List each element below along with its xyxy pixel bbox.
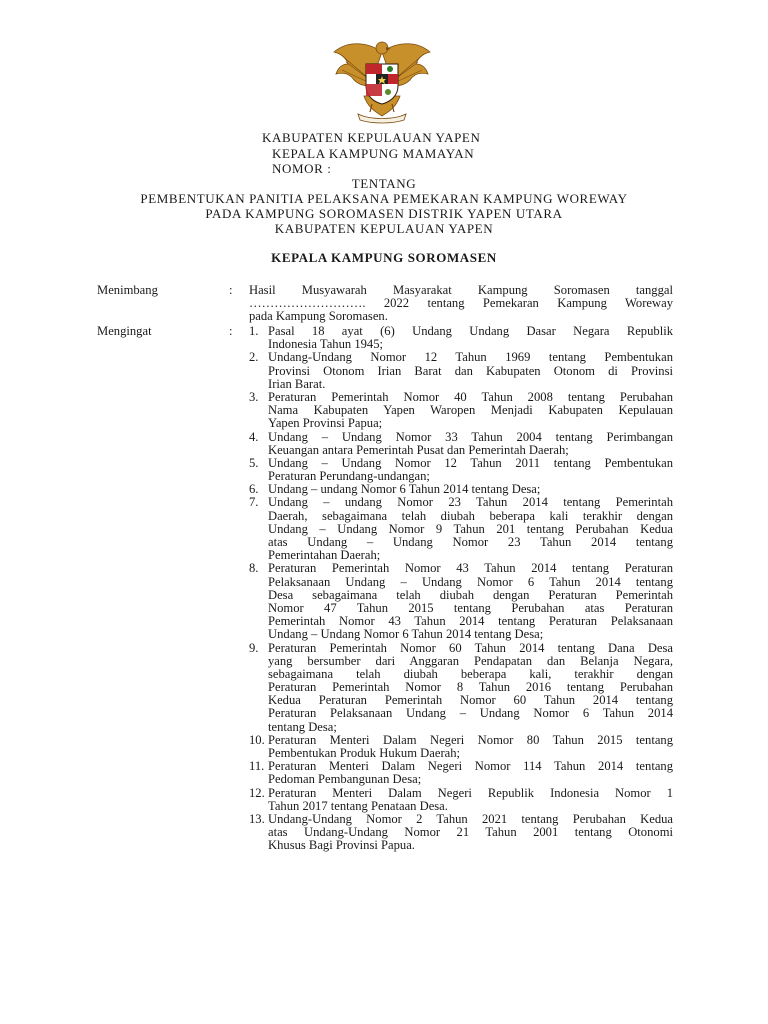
- item-text-line: Nama Kabupaten Yapen Waropen Menjadi Kabupaten Kepulauan: [268, 404, 673, 418]
- item-text: [268, 483, 673, 496]
- item-text: [268, 562, 673, 641]
- subject-line-1: PEMBENTUKAN PANITIA PELAKSANA PEMEKARAN KAMPUNG WOREWAY: [140, 191, 628, 206]
- menimbang-line: Hasil Musyawarah Masyarakat Kampung Soromasen tanggal: [249, 284, 673, 297]
- item-text-line: Undang – Undang Nomor 12 Tahun 2011 tentang Pembentukan: [268, 456, 673, 470]
- item-text-line: Peraturan Pelaksanaan Undang – Undang Nomor 6 Tahun 2014: [268, 707, 673, 721]
- item-text-line: Undang – Undang Nomor 9 Tahun 201 tentang Perubahan Kedua: [268, 522, 673, 536]
- item-text-line: Pembentukan Produk Hukum Daerah;: [268, 747, 461, 760]
- legal-basis-item: [249, 351, 673, 391]
- subject-line-2: PADA KAMPUNG SOROMASEN DISTRIK YAPEN UTARA: [205, 206, 563, 221]
- legal-basis-item: [249, 760, 673, 786]
- item-number: 7.: [249, 495, 259, 510]
- item-text-line: Desa sebagaimana telah diubah dengan Peraturan Pemerintah: [268, 588, 673, 602]
- letterhead: [0, 130, 768, 177]
- item-text-line: Undang-Undang Nomor 12 Tahun 1969 tentang Pembentukan: [268, 351, 673, 365]
- legal-basis-item: [249, 642, 673, 734]
- legal-basis-list: [249, 325, 673, 853]
- item-text-line: Irian Barat.: [268, 377, 326, 391]
- item-text-line: Pedoman Pembangunan Desa;: [268, 773, 422, 787]
- item-number: 11.: [249, 759, 265, 774]
- item-text-line: Provinsi Otonom Irian Barat dan Kabupaten Otonom di Provinsi: [268, 364, 673, 378]
- item-text-line: Undang – Undang Nomor 33 Tahun 2004 tentang Perimbangan: [268, 430, 673, 444]
- item-text-line: Undang – undang Nomor 23 Tahun 2014 tentang Pemerintah: [268, 496, 673, 510]
- item-text-line: Peraturan Menteri Dalam Negeri Nomor 114 Tahun 2014 tentang: [268, 760, 673, 774]
- item-text: [268, 734, 673, 760]
- regency-name: KABUPATEN KEPULAUAN YAPEN: [262, 130, 481, 145]
- item-text-line: atas Undang – Undang Nomor 23 Tahun 2014 tentang: [268, 536, 673, 549]
- item-number: 3.: [249, 389, 259, 404]
- legal-basis-item: [249, 431, 673, 457]
- legal-basis-item: [249, 562, 673, 641]
- item-text-line: Peraturan Pemerintah Nomor 8 Tahun 2016 tentang Perubahan: [268, 681, 673, 695]
- item-text: [268, 642, 673, 734]
- item-number: 4.: [249, 429, 259, 444]
- item-number: 9.: [249, 640, 259, 655]
- item-text-line: Peraturan Menteri Dalam Negeri Nomor 80 Tahun 2015 tentang: [268, 733, 673, 747]
- menimbang-label: Menimbang: [97, 283, 158, 297]
- item-text-line: Pelaksanaan Undang – Undang Nomor 6 Tahun 2014 tentang: [268, 575, 673, 589]
- item-text-line: Indonesia Tahun 1945;: [268, 338, 384, 352]
- legal-basis-item: [249, 457, 673, 483]
- item-text-line: Peraturan Menteri Dalam Negeri Republik Indonesia Nomor 1: [268, 786, 673, 800]
- subject-line-3: KABUPATEN KEPULAUAN YAPEN: [274, 221, 494, 236]
- item-text-line: Undang – undang Nomor 6 Tahun 2014 tentang Desa;: [268, 483, 541, 497]
- legal-basis-item: [249, 734, 673, 760]
- menimbang-colon: :: [229, 283, 233, 297]
- item-text-line: yang bersumber dari Anggaran Pendapatan dan Belanja Negara,: [268, 654, 673, 668]
- item-text-line: Kedua Peraturan Pemerintah Nomor 60 Tahun 2014 tentang: [268, 694, 673, 708]
- legal-basis-item: [249, 325, 673, 351]
- legal-basis-item: [249, 496, 673, 562]
- item-text-line: Peraturan Pemerintah Nomor 40 Tahun 2008 tentang Perubahan: [268, 390, 673, 404]
- menimbang-line: pada Kampung Soromasen.: [249, 310, 388, 324]
- item-text-line: Pemerintah Nomor 43 Tahun 2014 tentang Peraturan Pelaksanaan: [268, 615, 673, 629]
- item-number: 6.: [249, 482, 259, 497]
- menimbang-line: ………………………. 2022 tentang Pemekaran Kampung Woreway: [249, 297, 673, 311]
- garuda-pancasila-emblem: [328, 38, 436, 124]
- subject-heading: TENTANG: [351, 176, 417, 191]
- legal-basis-item: [249, 813, 673, 853]
- item-text-line: Pemerintahan Daerah;: [268, 549, 381, 563]
- menimbang-section: [97, 284, 673, 326]
- item-text-line: Peraturan Perundang-undangan;: [268, 470, 430, 484]
- item-text-line: Yapen Provinsi Papua;: [268, 417, 383, 431]
- menimbang-text: [249, 284, 673, 324]
- item-text: [268, 457, 673, 483]
- item-text: [268, 325, 673, 351]
- item-text-line: Undang-Undang Nomor 2 Tahun 2021 tentang Perubahan Kedua: [268, 812, 673, 826]
- item-text-line: sebagaimana telah diubah beberapa kali, terakhir dengan: [268, 667, 673, 681]
- item-number: 8.: [249, 561, 259, 576]
- legal-basis-item: [249, 391, 673, 431]
- item-text-line: Pasal 18 ayat (6) Undang Undang Dasar Negara Republik: [268, 325, 673, 338]
- item-text: [268, 391, 673, 431]
- legal-basis-item: [249, 787, 673, 813]
- item-text-line: Khusus Bagi Provinsi Papua.: [268, 839, 415, 853]
- item-text-line: Peraturan Pemerintah Nomor 43 Tahun 2014 tentang Peraturan: [268, 562, 673, 576]
- item-text: [268, 431, 673, 457]
- legal-basis-item: [249, 483, 673, 496]
- item-text-line: Undang – Undang Nomor 6 Tahun 2014 tentang Desa;: [268, 628, 544, 642]
- item-text: [268, 813, 673, 853]
- village-head-title: KEPALA KAMPUNG MAMAYAN: [272, 145, 475, 161]
- signatory-title: KEPALA KAMPUNG SOROMASEN: [271, 250, 497, 265]
- item-text: [268, 787, 673, 813]
- item-text: [268, 351, 673, 391]
- item-text-line: Tahun 2017 tentang Penataan Desa.: [268, 799, 448, 813]
- item-text: [268, 496, 673, 562]
- item-number: 13.: [249, 811, 265, 826]
- item-number: 1.: [249, 324, 259, 338]
- decree-number: NOMOR :: [272, 161, 332, 176]
- item-number: 5.: [249, 455, 259, 470]
- item-number: 12.: [249, 785, 265, 800]
- item-text-line: tentang Desa;: [268, 720, 337, 734]
- item-number: 10.: [249, 732, 265, 747]
- item-text-line: Nomor 47 Tahun 2015 tentang Perubahan atas Peraturan: [268, 601, 673, 615]
- item-number: 2.: [249, 350, 259, 365]
- mengingat-colon: :: [229, 324, 233, 338]
- item-text-line: Daerah, sebagaimana telah diubah beberapa kali terakhir dengan: [268, 509, 673, 523]
- item-text-line: Peraturan Pemerintah Nomor 60 Tahun 2014 tentang Dana Desa: [268, 641, 673, 655]
- item-text-line: Keuangan antara Pemerintah Pusat dan Pemerintah Daerah;: [268, 443, 569, 457]
- mengingat-label: Mengingat: [97, 324, 152, 338]
- mengingat-section: [97, 325, 673, 895]
- item-text-line: atas Undang-Undang Nomor 21 Tahun 2001 tentang Otonomi: [268, 826, 673, 840]
- item-text: [268, 760, 673, 786]
